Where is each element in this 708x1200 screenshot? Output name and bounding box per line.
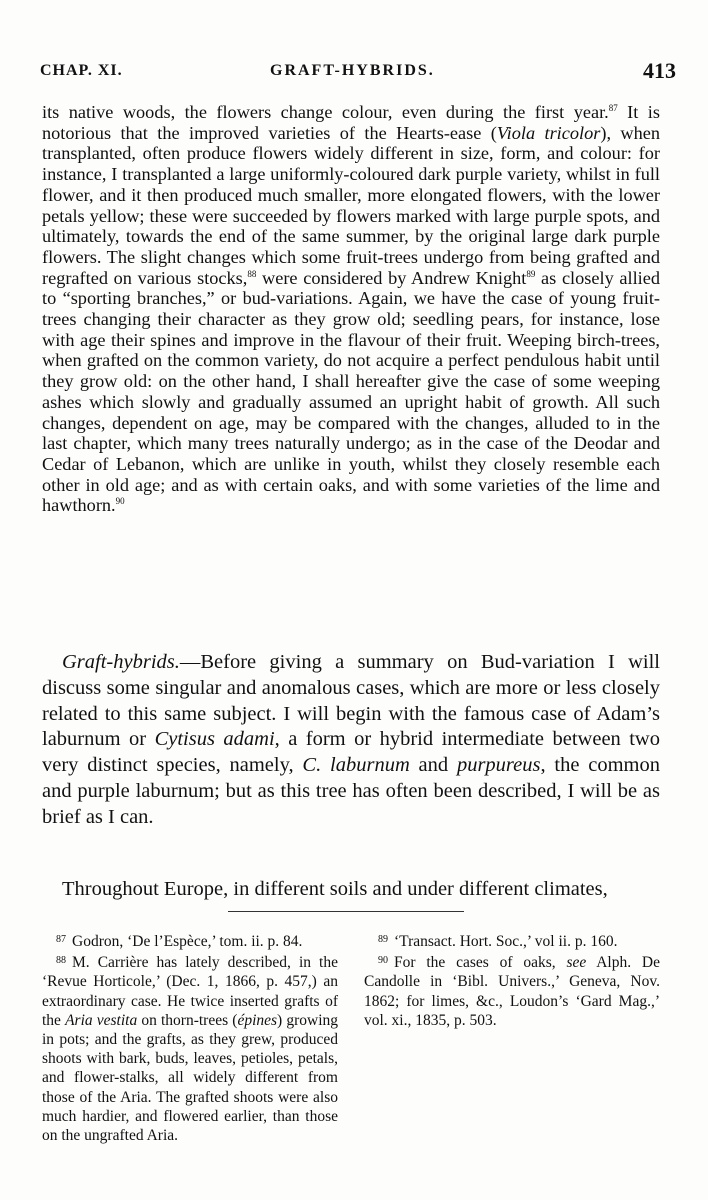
chapter-label: CHAP. XI. bbox=[40, 62, 123, 79]
text-segment: —Before giving a summary on Bud-variation I will discuss some singular and anomalous cases, which are more or less closely related to this same subject. I will begin with the famous case of Adam’s laburnum or bbox=[42, 651, 660, 751]
text-segment: ), when transplanted, often produce flowers widely different in size, form, and colour: for instance, I transplanted a large uniformly-coloured dark purple variety, whilst in full flower, and it then produced much smaller, more elongated flowers, with the lower petals yellow; these were succeeded by flowers marked with large purple spots, and ultimately, towards the end of the same summer, by the original large dark purple flowers. The slight changes which some fruit-trees undergo from being grafted and regrafted on various stocks, bbox=[42, 122, 661, 288]
footnote-number: 90 bbox=[378, 955, 388, 967]
text-segment: , a form or hybrid intermediate between two very distinct species, namely, bbox=[42, 728, 660, 777]
footnote-ref-88: 88 bbox=[247, 268, 257, 279]
footnote-90 bbox=[364, 951, 660, 1030]
footnote-text: Godron, ‘De l’Espèce,’ tom. ii. p. 84. bbox=[72, 933, 303, 950]
species-name: purpureus bbox=[456, 754, 541, 777]
running-title: GRAFT-HYBRIDS. bbox=[270, 62, 435, 79]
text-segment: its native woods, the flowers change colour, even during the first year. bbox=[42, 102, 609, 122]
footnote-text: For the cases of oaks, bbox=[394, 954, 567, 972]
running-header bbox=[40, 56, 676, 86]
footnote-87 bbox=[42, 930, 338, 951]
text-segment: were considered by Andrew Knight bbox=[256, 267, 527, 288]
section-heading: Graft-hybrids. bbox=[62, 651, 180, 673]
page-number: 413 bbox=[643, 58, 676, 83]
body-paragraph-2 bbox=[42, 650, 660, 831]
footnote-text: M. Carrière has lately described, in the ‘Revue Horticole,’ (Dec. 1, 1866, p. 457,) an extraordinary case. He twice inserted grafts of the bbox=[42, 954, 338, 1029]
footnote-text: ) growing in pots; and the grafts, as they grew, produced shoots with bark, buds, leaves, petioles, petals, and flower-stalks, all widely different from those of the Aria. The grafted shoots were also much hardier, and flowered earlier, than those on the ungrafted Aria. bbox=[42, 1011, 339, 1145]
footnote-ref-87: 87 bbox=[608, 103, 618, 113]
footnote-89 bbox=[364, 930, 660, 951]
footnote-text: on thorn-trees ( bbox=[137, 1011, 238, 1029]
footnote-number: 88 bbox=[56, 955, 66, 967]
body-paragraph-1 bbox=[42, 102, 660, 516]
species-name: C. laburnum bbox=[302, 754, 410, 777]
text-segment: and bbox=[409, 754, 457, 777]
footnote-text: ‘Transact. Hort. Soc.,’ vol ii. p. 160. bbox=[394, 933, 618, 950]
footnote-ref-89: 89 bbox=[526, 268, 536, 279]
footnote-text: Alph. De Candolle in ‘Bibl. Univers.,’ Geneva, Nov. 1862; for limes, &c., Loudon’s ‘Gard Mag.,’ vol. xi., 1835, p. 503. bbox=[364, 954, 660, 1029]
species-name: Cytisus adami bbox=[154, 728, 275, 751]
footnotes-left-column bbox=[42, 930, 338, 1145]
footnote-number: 89 bbox=[378, 934, 388, 945]
footnote-number: 87 bbox=[56, 934, 66, 945]
text-segment: , the common and purple laburnum; but as this tree has often been described, I will be as brief as I can. bbox=[42, 754, 660, 828]
footnote-ref-90: 90 bbox=[115, 496, 125, 507]
footnote-divider bbox=[228, 911, 464, 912]
body-paragraph-3: Throughout Europe, in different soils and under different climates, bbox=[62, 878, 608, 900]
foreign-term: épines bbox=[237, 1011, 278, 1029]
emphasis: see bbox=[566, 954, 587, 972]
text-segment: It is notorious that the improved varieties of the Hearts-ease ( bbox=[42, 102, 660, 143]
footnotes-right-column bbox=[364, 930, 660, 1030]
footnote-88 bbox=[42, 951, 338, 1145]
species-name: Aria vestita bbox=[65, 1011, 138, 1029]
species-name: Viola tricolor bbox=[496, 122, 601, 143]
text-segment: as closely allied to “sporting branches,” or bud-variations. Again, we have the case of young fruit-trees changing their character as they grow old; seedling pears, for instance, lose with age their spines and improve in the flavour of their fruit. Weeping birch-trees, when grafted on the common variety, do not acquire a perfect pendulous habit until they grow old: on the other hand, I shall hereafter give the case of some weeping ashes which slowly and gradually assumed an upright habit of growth. All such changes, dependent on age, may be compared with the changes, alluded to in the last chapter, which many trees naturally undergo; as in the case of the Deodar and Cedar of Lebanon, which are unlike in youth, whilst they closely resemble each other in old age; and as with certain oaks, and with some varieties of the lime and hawthorn. bbox=[42, 267, 661, 516]
